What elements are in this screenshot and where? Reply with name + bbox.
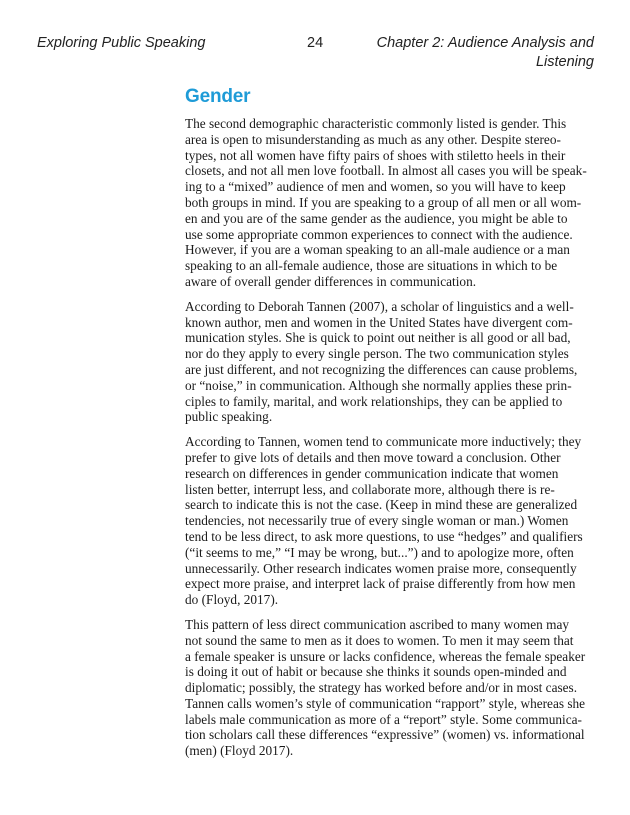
text-line: are just different, and not recognizing the differences can cause problems, bbox=[185, 361, 578, 377]
text-line: research on differences in gender communication indicate that women bbox=[185, 465, 559, 481]
text-line: This pattern of less direct communication ascribed to many women may bbox=[185, 616, 570, 632]
text-line: expect more praise, and interpret lack of praise differently from how men bbox=[185, 576, 576, 592]
text-line: speaking to an all-female audience, those are situations in which to be bbox=[185, 258, 558, 274]
paragraph bbox=[185, 116, 595, 290]
text-line: use some appropriate common experiences to connect with the audience. bbox=[185, 226, 573, 242]
text-line: However, if you are a woman speaking to an all-male audience or a man bbox=[185, 242, 570, 258]
paragraph bbox=[185, 434, 595, 608]
chapter-title-line-2: Listening bbox=[535, 54, 594, 70]
chapter-title-line-1: Chapter 2: Audience Analysis and bbox=[376, 35, 594, 51]
page-number: 24 bbox=[307, 35, 324, 51]
section-heading: Gender bbox=[185, 86, 251, 107]
text-line: labels male communication as more of a “report” style. Some communica- bbox=[185, 711, 582, 727]
text-line: diplomatic; possibly, the strategy has worked before and/or in most cases. bbox=[185, 680, 578, 696]
text-line: aware of overall gender differences in communication. bbox=[185, 273, 477, 289]
text-line: search to indicate this is not the case. (Keep in mind these are generalized bbox=[185, 497, 578, 513]
text-line: closets, and not all men love football. In almost all cases you will be speak- bbox=[185, 163, 587, 179]
text-line: ing to a “mixed” audience of men and women, so you will have to keep bbox=[185, 179, 566, 195]
text-line: ciples to family, marital, and work relationships, they can be applied to bbox=[185, 393, 563, 409]
text-line: en and you are of the same gender as the audience, you might be able to bbox=[185, 210, 568, 226]
text-line: both groups in mind. If you are speaking to a group of all men or all wom- bbox=[185, 194, 582, 210]
text-line: public speaking. bbox=[185, 409, 273, 425]
text-line: The second demographic characteristic commonly listed is gender. This bbox=[185, 116, 567, 131]
text-line: (“it seems to me,” “I may be wrong, but...”) and to apologize more, often bbox=[185, 544, 574, 560]
text-line: (men) (Floyd 2017). bbox=[185, 743, 294, 759]
text-line: a female speaker is unsure or lacks confidence, whereas the female speaker bbox=[185, 648, 586, 664]
text-line: known author, men and women in the United States have divergent com- bbox=[185, 314, 573, 330]
text-line: tion scholars call these differences “expressive” (women) vs. informational bbox=[185, 727, 585, 743]
running-header-title: Exploring Public Speaking bbox=[37, 35, 206, 51]
text-line: nor do they apply to every single person. The two communication styles bbox=[185, 346, 569, 362]
text-line: unnecessarily. Other research indicates women praise more, consequently bbox=[185, 560, 577, 576]
text-line: do (Floyd, 2017). bbox=[185, 592, 279, 608]
text-line: According to Deborah Tannen (2007), a scholar of linguistics and a well- bbox=[185, 298, 574, 314]
running-header-chapter bbox=[374, 34, 594, 72]
text-line: area is open to misunderstanding as much as any other. Despite stereo- bbox=[185, 131, 561, 147]
text-line: types, not all women have fifty pairs of shoes with stiletto heels in their bbox=[185, 147, 566, 163]
text-line: According to Tannen, women tend to communicate more inductively; they bbox=[185, 434, 582, 450]
text-line: tend to be less direct, to ask more questions, to use “hedges” and qualifiers bbox=[185, 528, 583, 544]
text-line: Tannen calls women’s style of communication “rapport” style, whereas she bbox=[185, 695, 586, 711]
text-line: munication styles. She is quick to point out neither is all good or all bad, bbox=[185, 330, 571, 346]
paragraph bbox=[185, 299, 595, 425]
text-line: is doing it out of habit or because she thinks it sounds open-minded and bbox=[185, 664, 567, 680]
body-text bbox=[185, 116, 595, 768]
paragraph bbox=[185, 617, 595, 759]
text-line: listen better, interrupt less, and collaborate more, although there is re- bbox=[185, 481, 555, 497]
text-line: not sound the same to men as it does to women. To men it may seem that bbox=[185, 632, 574, 648]
text-line: tendencies, not necessarily true of every single woman or man.) Women bbox=[185, 513, 569, 529]
text-line: or “noise,” in communication. Although she normally applies these prin- bbox=[185, 377, 572, 393]
text-line: prefer to give lots of details and then move toward a conclusion. Other bbox=[185, 449, 561, 465]
